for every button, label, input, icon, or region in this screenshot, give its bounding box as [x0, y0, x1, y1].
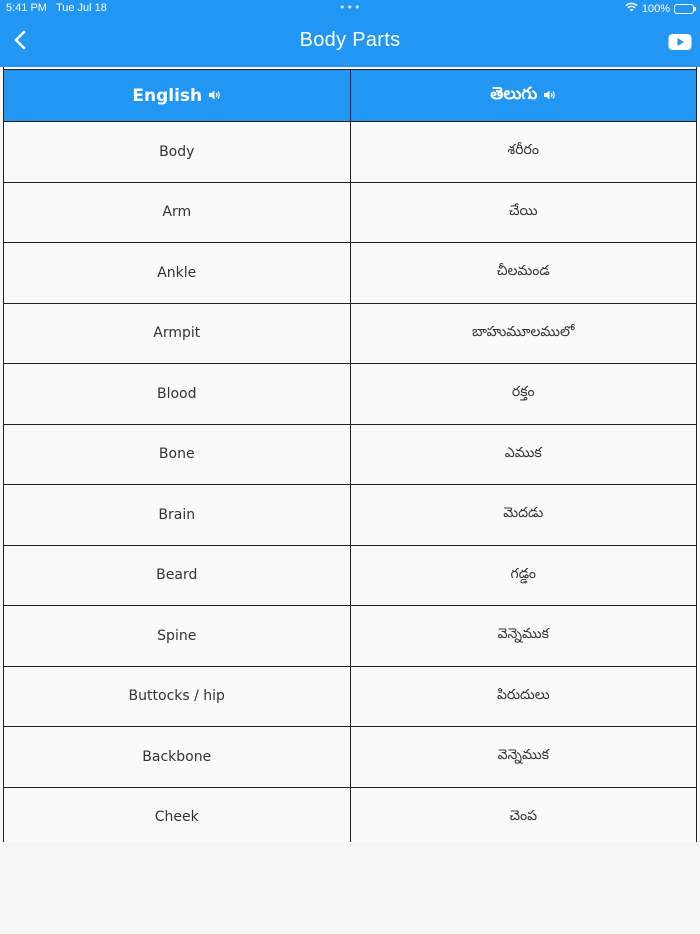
status-date: Tue Jul 18 [55, 2, 107, 14]
english-cell[interactable]: Cheek [154, 809, 199, 826]
speaker-icon[interactable] [543, 86, 556, 106]
youtube-icon [668, 36, 692, 55]
english-cell[interactable]: Brain [158, 506, 196, 523]
battery-percent: 100% [641, 2, 670, 15]
table-row[interactable] [4, 304, 696, 365]
table-row[interactable] [4, 243, 696, 304]
wifi-icon [625, 2, 638, 15]
status-right [625, 2, 694, 15]
multitasking-dots[interactable]: ••• [339, 1, 362, 14]
english-cell[interactable]: Backbone [142, 748, 212, 765]
english-cell[interactable]: Beard [156, 567, 198, 584]
table-row[interactable] [4, 606, 696, 667]
top-bar [0, 0, 700, 67]
telugu-cell[interactable]: శరీరం [350, 122, 697, 182]
header-telugu-label: తెలుగు [490, 83, 538, 104]
english-cell[interactable]: Blood [156, 385, 197, 402]
table-row[interactable] [4, 183, 696, 244]
telugu-cell[interactable]: చేయి [350, 183, 697, 243]
telugu-cell[interactable]: వెన్నెముక [350, 727, 697, 787]
page-title: Body Parts [299, 29, 401, 51]
english-cell[interactable]: Armpit [153, 325, 201, 342]
telugu-cell[interactable]: బాహుమూలములో [350, 304, 697, 364]
bottom-blank-area [0, 842, 700, 934]
telugu-cell[interactable]: పిరుదులు [350, 667, 697, 727]
speaker-icon[interactable] [208, 86, 221, 106]
telugu-cell[interactable]: ఎముక [350, 425, 697, 485]
english-cell[interactable]: Spine [157, 627, 197, 644]
telugu-cell[interactable]: రక్తం [350, 364, 697, 424]
status-time-clock: 5:41 PM [6, 2, 47, 14]
telugu-cell[interactable]: వెన్నెముక [350, 606, 697, 666]
table-row[interactable] [4, 485, 696, 546]
table-body [4, 122, 696, 842]
table-row[interactable] [4, 122, 696, 183]
table-row[interactable] [4, 364, 696, 425]
telugu-cell[interactable]: గడ్డం [350, 546, 697, 606]
status-time [6, 2, 107, 14]
battery-icon [674, 4, 694, 14]
word-table [3, 67, 697, 842]
table-row[interactable] [4, 425, 696, 486]
table-row[interactable] [4, 788, 696, 843]
telugu-cell[interactable]: చీలమండ [350, 243, 697, 303]
table-header [4, 69, 696, 122]
video-button[interactable] [668, 33, 692, 51]
header-telugu[interactable] [350, 70, 697, 121]
telugu-cell[interactable]: చెంప [350, 788, 697, 843]
english-cell[interactable]: Arm [162, 204, 192, 221]
table-row[interactable] [4, 667, 696, 728]
english-cell[interactable]: Bone [158, 446, 195, 463]
table-row[interactable] [4, 727, 696, 788]
header-english[interactable] [4, 70, 350, 121]
english-cell[interactable]: Body [159, 143, 195, 160]
telugu-cell[interactable]: మెదడు [350, 485, 697, 545]
english-cell[interactable]: Ankle [157, 264, 197, 281]
table-row[interactable] [4, 546, 696, 607]
english-cell[interactable]: Buttocks / hip [128, 688, 225, 705]
header-english-label: English [132, 85, 203, 106]
